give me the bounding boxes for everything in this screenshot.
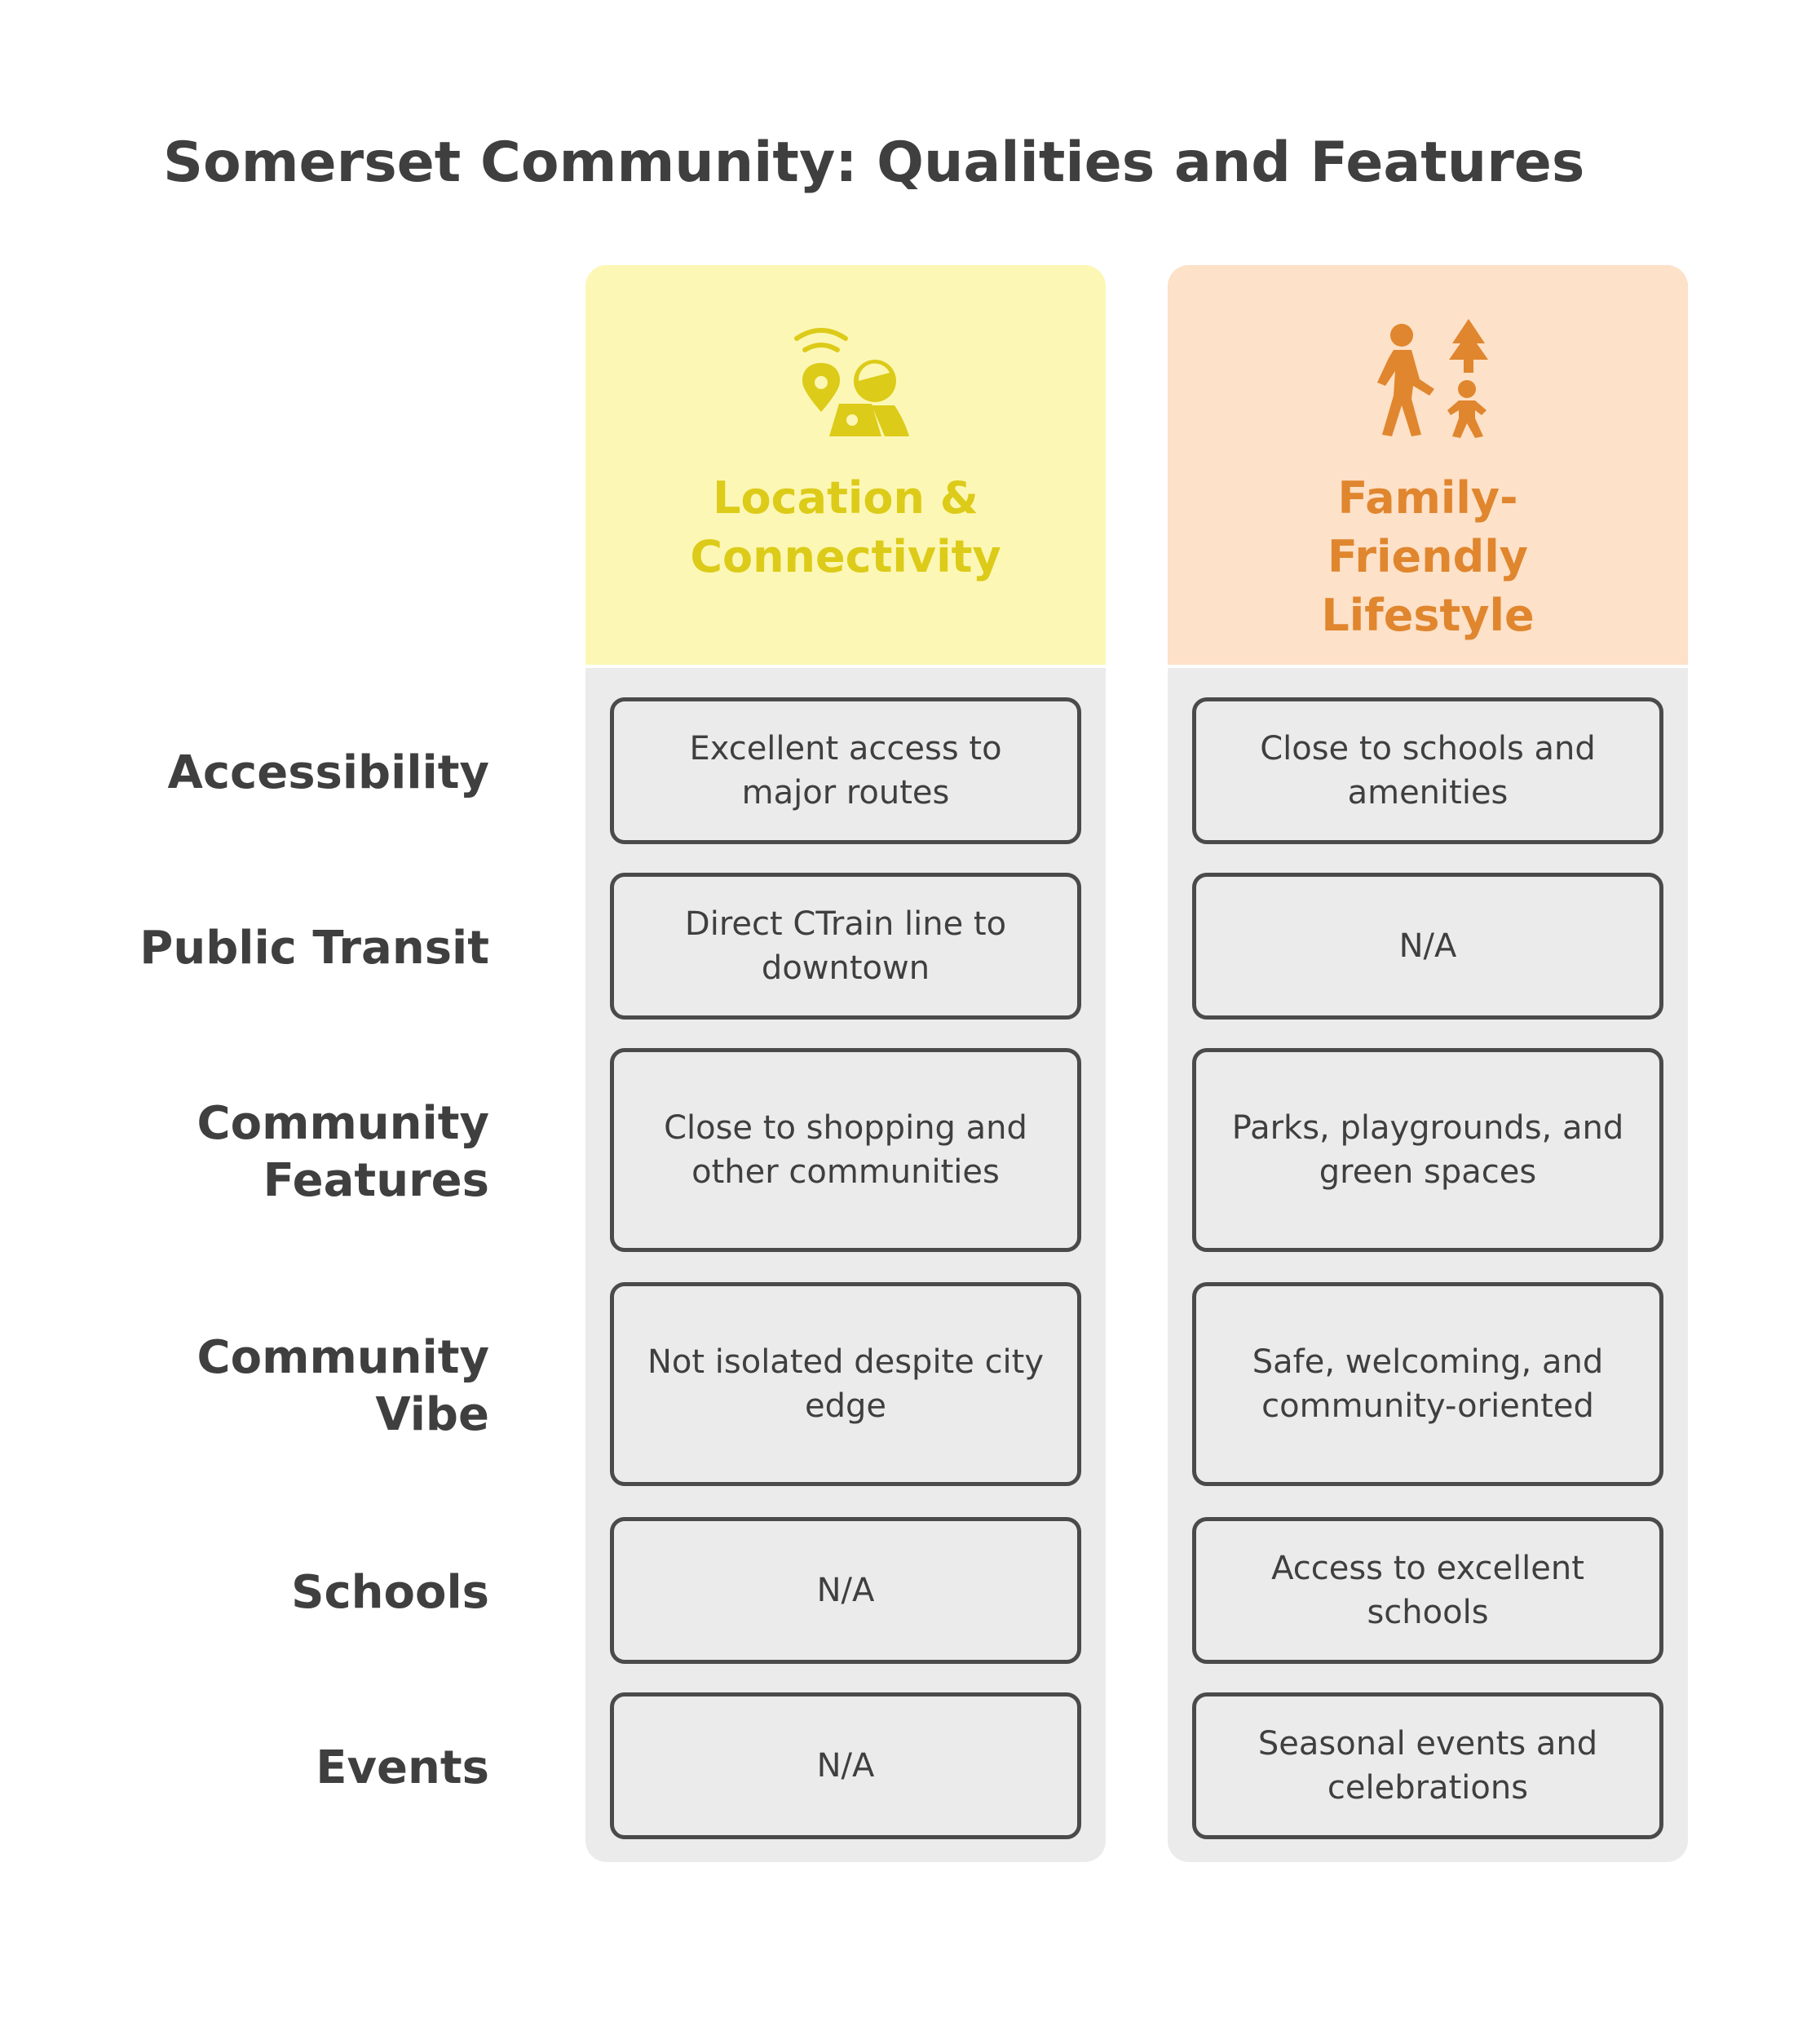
row-label-text: Events [316,1741,489,1794]
cell-family-schools [1192,1517,1663,1664]
cell-family-community-features [1192,1048,1663,1252]
column-title: Family-Friendly Lifestyle [1321,472,1535,641]
cell-text: N/A [1398,927,1457,965]
row-label-text: Schools [291,1566,489,1619]
row-label-accessibility [167,700,489,847]
cell-location-community-vibe [610,1282,1081,1486]
row-label-text: Community Vibe [197,1331,489,1441]
row-label-events [316,1695,489,1842]
diagram-title: Somerset Community: Qualities and Features [163,130,1585,195]
cell-text: Parks, playgrounds, and green spaces [1231,1109,1624,1191]
row-label-community-features [147,1051,489,1254]
family-walking-icon [1363,314,1493,445]
cell-location-community-features [610,1048,1081,1252]
cell-text: Close to shopping and other communities [664,1109,1027,1191]
cell-location-accessibility [610,697,1081,844]
cell-text: Access to excellent schools [1271,1550,1584,1631]
cell-text: Excellent access to major routes [689,730,1002,812]
column-location-connectivity [585,265,1106,1862]
column-header [585,265,1106,668]
cell-text: Not isolated despite city edge [647,1343,1045,1425]
cell-text: Safe, welcoming, and community-oriented [1252,1343,1604,1425]
location-connectivity-icon [780,314,911,445]
row-label-text: Public Transit [139,922,489,975]
cell-location-public-transit [610,873,1081,1020]
cell-location-schools [610,1517,1081,1664]
cell-text: Direct CTrain line to downtown [684,905,1007,987]
cell-text: N/A [816,1747,875,1785]
cell-text: N/A [816,1572,875,1609]
row-label-schools [291,1520,489,1666]
cell-family-events [1192,1692,1663,1839]
cell-family-public-transit [1192,873,1663,1020]
column-family-friendly [1168,265,1688,1862]
row-label-public-transit [139,875,489,1022]
cell-location-events [610,1692,1081,1839]
cell-family-community-vibe [1192,1282,1663,1486]
row-label-community-vibe [147,1285,489,1489]
column-title: Location & Connectivity [690,472,1001,582]
column-header [1168,265,1688,668]
cell-text: Close to schools and amenities [1260,730,1596,812]
cell-family-accessibility [1192,697,1663,844]
row-label-text: Community Features [197,1097,489,1207]
row-label-text: Accessibility [167,746,489,799]
cell-text: Seasonal events and celebrations [1257,1725,1598,1807]
